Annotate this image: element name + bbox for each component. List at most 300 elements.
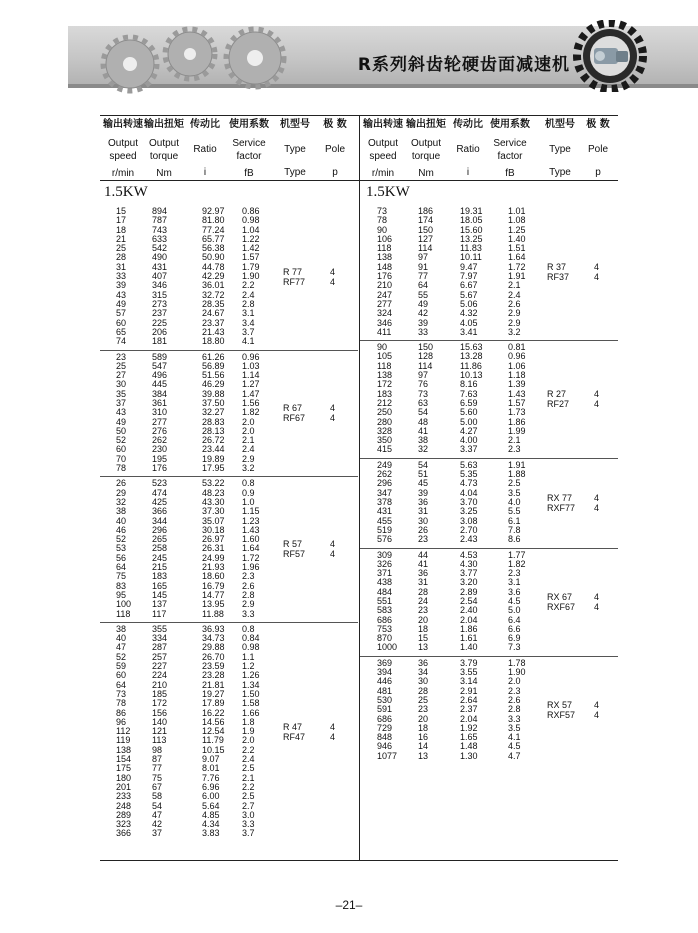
table-cell-torque: 23	[418, 534, 429, 545]
table-cell-ratio: 8.16	[460, 379, 478, 390]
table-cell-ratio: 21.93	[202, 562, 225, 573]
table-cell-torque: 39	[418, 487, 429, 498]
model-type: RX 57 RXF57	[547, 699, 576, 720]
pole-count: 4 4	[594, 262, 600, 283]
table-cell-speed: 52	[116, 534, 127, 545]
table-cell-torque: 176	[152, 463, 168, 474]
table-cell-torque: 224	[152, 670, 168, 681]
table-cell-factor: 1.72	[242, 552, 260, 563]
table-cell-torque: 137	[152, 599, 168, 610]
ratio-column	[460, 551, 478, 653]
header-chinese: 机型号	[545, 119, 575, 130]
table-cell-speed: 64	[116, 562, 127, 573]
table-cell-torque: 91	[418, 261, 429, 272]
table-cell-torque: 54	[418, 459, 429, 470]
table-cell-ratio: 16.79	[202, 580, 225, 591]
table-cell-torque: 30	[418, 515, 429, 526]
table-cell-torque: 145	[152, 589, 168, 600]
table-cell-speed: 105	[377, 351, 393, 362]
table-cell-torque: 425	[152, 496, 168, 507]
table-cell-speed: 262	[377, 469, 393, 480]
table-cell-ratio: 3.79	[460, 657, 478, 668]
factor-column	[508, 207, 526, 337]
table-cell-ratio: 2.04	[460, 713, 478, 724]
table-cell-speed: 394	[377, 667, 393, 678]
table-cell-torque: 431	[152, 261, 168, 272]
table-cell-factor: 2.3	[508, 685, 521, 696]
table-cell-torque: 63	[418, 397, 429, 408]
table-cell-factor: 0.86	[242, 206, 260, 216]
table-cell-ratio: 21.81	[202, 679, 225, 690]
table-cell-torque: 73	[418, 388, 429, 399]
table-cell-factor: 0.8	[242, 478, 255, 489]
table-cell-factor: 2.0	[242, 425, 255, 436]
table-cell-speed: 21	[116, 233, 127, 244]
table-cell-speed: 23	[116, 351, 127, 362]
table-cell-speed: 576	[377, 534, 393, 545]
header-english: Ratio	[193, 144, 217, 155]
table-cell-torque: 28	[418, 586, 429, 597]
model-type: R 57 RF57	[283, 539, 306, 560]
table-cell-ratio: 28.83	[202, 416, 225, 427]
pole-count: 4 4	[330, 721, 336, 742]
table-cell-ratio: 5.63	[460, 459, 478, 470]
table-cell-torque: 30	[418, 676, 429, 687]
left-header-0	[103, 118, 143, 180]
table-cell-speed: 323	[116, 819, 132, 830]
table-cell-torque: 45	[418, 478, 429, 489]
table-cell-ratio: 4.27	[460, 425, 478, 436]
table-cell-factor: 1.82	[508, 558, 526, 569]
table-cell-ratio: 3.25	[460, 506, 478, 517]
table-cell-factor: 3.5	[508, 487, 521, 498]
header-chinese: 使用系数	[229, 119, 269, 130]
table-cell-torque: 25	[418, 694, 429, 705]
table-cell-ratio: 6.00	[202, 791, 220, 802]
table-cell-factor: 2.1	[242, 772, 255, 783]
pole-count: 4 4	[330, 539, 336, 560]
table-cell-factor: 2.7	[242, 800, 255, 811]
header-unit: i	[203, 167, 207, 178]
torque-column	[418, 551, 428, 653]
table-cell-torque: 276	[152, 425, 168, 436]
table-cell-speed: 250	[377, 407, 393, 418]
table-cell-torque: 490	[152, 252, 168, 263]
table-cell-ratio: 13.25	[460, 233, 483, 244]
table-cell-factor: 4.1	[508, 732, 521, 743]
table-cell-torque: 227	[152, 661, 168, 672]
table-cell-ratio: 17.89	[202, 698, 225, 709]
table-cell-torque: 206	[152, 326, 168, 337]
table-cell-ratio: 10.15	[202, 744, 225, 755]
table-cell-ratio: 8.01	[202, 763, 220, 774]
table-cell-factor: 0.81	[508, 342, 526, 353]
table-cell-ratio: 5.64	[202, 800, 220, 811]
table-cell-speed: 38	[116, 623, 127, 634]
table-cell-speed: 870	[377, 633, 393, 644]
header-chinese: 极 数	[323, 119, 347, 130]
table-cell-torque: 156	[152, 707, 168, 718]
table-cell-factor: 1.60	[242, 534, 260, 545]
table-cell-factor: 0.98	[242, 642, 260, 653]
table-cell-speed: 60	[116, 444, 127, 455]
factor-column	[508, 551, 526, 653]
table-cell-speed: 183	[377, 388, 393, 399]
table-cell-speed: 78	[377, 215, 388, 226]
table-cell-ratio: 23.37	[202, 317, 225, 328]
left-header-5	[320, 118, 350, 180]
table-cell-speed: 26	[116, 478, 127, 489]
table-cell-speed: 38	[116, 506, 127, 517]
table-cell-torque: 64	[418, 280, 429, 291]
table-cell-ratio: 15.60	[460, 224, 483, 235]
table-cell-torque: 39	[418, 317, 429, 328]
speed-column	[377, 207, 392, 337]
table-cell-factor: 0.96	[242, 351, 260, 362]
table-cell-speed: 176	[377, 271, 393, 282]
table-cell-torque: 334	[152, 633, 168, 644]
table-cell-torque: 150	[418, 224, 434, 235]
table-cell-torque: 42	[418, 308, 429, 319]
table-cell-ratio: 23.59	[202, 661, 225, 672]
table-cell-ratio: 32.72	[202, 289, 225, 300]
table-cell-ratio: 18.60	[202, 571, 225, 582]
table-cell-torque: 315	[152, 289, 168, 300]
table-cell-ratio: 36.01	[202, 280, 225, 291]
table-cell-torque: 42	[152, 819, 163, 830]
header-english: Output speed	[367, 138, 399, 162]
header-english: Output torque	[410, 138, 442, 162]
table-cell-factor: 0.9	[242, 487, 255, 498]
table-cell-speed: 438	[377, 577, 393, 588]
table-cell-torque: 14	[418, 741, 429, 752]
reducer-gear-logo	[560, 20, 660, 92]
table-cell-factor: 2.3	[242, 571, 255, 582]
table-cell-torque: 20	[418, 614, 429, 625]
table-cell-torque: 20	[418, 713, 429, 724]
table-cell-speed: 484	[377, 586, 393, 597]
table-cell-factor: 3.7	[242, 326, 255, 337]
table-cell-ratio: 11.79	[202, 735, 224, 746]
table-cell-factor: 1.47	[242, 388, 260, 399]
table-cell-ratio: 1.61	[460, 633, 478, 644]
table-cell-ratio: 81.80	[202, 215, 225, 226]
ratio-column	[460, 659, 478, 761]
model-type: R 47 RF47	[283, 721, 306, 742]
table-cell-torque: 32	[418, 444, 429, 455]
table-cell-factor: 1.77	[508, 549, 526, 560]
table-cell-factor: 1.79	[242, 261, 260, 272]
table-cell-ratio: 46.29	[202, 379, 225, 390]
table-cell-factor: 0.98	[242, 215, 260, 226]
table-cell-speed: 95	[116, 589, 127, 600]
table-cell-torque: 16	[418, 732, 429, 743]
header-unit: fB	[505, 168, 515, 179]
table-cell-ratio: 5.06	[460, 298, 478, 309]
table-cell-factor: 1.64	[242, 543, 260, 554]
table-cell-ratio: 9.07	[202, 754, 220, 765]
table-cell-factor: 1.51	[508, 243, 526, 254]
table-cell-speed: 43	[116, 407, 127, 418]
table-cell-ratio: 26.97	[202, 534, 225, 545]
table-cell-speed: 74	[116, 336, 127, 347]
table-cell-factor: 1.14	[242, 370, 260, 381]
table-cell-factor: 5.5	[508, 506, 521, 517]
table-cell-torque: 445	[152, 379, 168, 390]
table-cell-torque: 15	[418, 633, 429, 644]
table-cell-speed: 686	[377, 713, 393, 724]
table-cell-factor: 8.6	[508, 534, 521, 545]
table-cell-torque: 245	[152, 552, 168, 563]
table-cell-ratio: 4.30	[460, 558, 478, 569]
table-cell-speed: 411	[377, 326, 392, 337]
table-cell-factor: 1.90	[242, 271, 260, 282]
right-header-0	[363, 118, 403, 180]
table-cell-torque: 186	[418, 206, 434, 216]
table-cell-factor: 4.0	[508, 496, 521, 507]
table-cell-ratio: 14.77	[202, 589, 225, 600]
torque-column	[418, 343, 433, 455]
table-cell-torque: 34	[418, 667, 429, 678]
table-cell-factor: 2.6	[508, 298, 521, 309]
table-cell-speed: 350	[377, 435, 393, 446]
table-cell-torque: 54	[152, 800, 163, 811]
table-cell-ratio: 4.32	[460, 308, 478, 319]
table-cell-speed: 180	[116, 772, 132, 783]
table-cell-speed: 17	[116, 215, 127, 226]
table-cell-speed: 175	[116, 763, 132, 774]
table-cell-speed: 172	[377, 379, 393, 390]
gears-illustration	[90, 24, 330, 94]
table-cell-factor: 2.6	[242, 580, 255, 591]
table-cell-ratio: 19.31	[460, 206, 483, 216]
table-cell-speed: 201	[116, 781, 132, 792]
table-cell-factor: 1.2	[242, 661, 255, 672]
table-cell-factor: 1.86	[508, 416, 526, 427]
table-cell-torque: 18	[418, 722, 429, 733]
speed-column	[377, 551, 397, 653]
table-cell-torque: 13	[418, 642, 429, 653]
table-cell-factor: 1.96	[242, 562, 260, 573]
table-cell-ratio: 18.80	[202, 336, 225, 347]
table-cell-factor: 1.26	[242, 670, 260, 681]
table-cell-speed: 148	[377, 261, 393, 272]
table-cell-torque: 547	[152, 360, 168, 371]
header-unit: p	[595, 167, 601, 178]
table-cell-ratio: 39.88	[202, 388, 225, 399]
table-cell-speed: 27	[116, 370, 127, 381]
table-cell-factor: 2.8	[242, 589, 255, 600]
table-cell-ratio: 11.88	[202, 608, 224, 619]
table-cell-torque: 344	[152, 515, 168, 526]
table-cell-torque: 18	[418, 623, 429, 634]
table-cell-ratio: 19.27	[202, 688, 225, 699]
table-cell-speed: 25	[116, 243, 127, 254]
table-cell-ratio: 61.26	[202, 351, 225, 362]
table-cell-factor: 4.7	[508, 750, 521, 761]
table-cell-factor: 1.42	[242, 243, 260, 254]
table-cell-speed: 28	[116, 252, 127, 263]
table-cell-torque: 346	[152, 280, 168, 291]
table-cell-factor: 6.4	[508, 614, 521, 625]
table-cell-speed: 60	[116, 317, 127, 328]
table-cell-ratio: 2.91	[460, 685, 478, 696]
table-cell-torque: 47	[152, 809, 163, 820]
table-cell-factor: 1.08	[508, 215, 526, 226]
table-cell-ratio: 77.24	[202, 224, 225, 235]
table-cell-torque: 58	[152, 791, 163, 802]
table-cell-factor: 2.5	[242, 763, 255, 774]
table-cell-factor: 2.3	[508, 444, 521, 455]
table-cell-factor: 3.3	[508, 713, 521, 724]
table-cell-torque: 140	[152, 716, 168, 727]
table-cell-torque: 31	[418, 506, 429, 517]
table-cell-factor: 1.39	[508, 379, 526, 390]
header-chinese: 传动比	[453, 119, 483, 130]
header-chinese: 输出转速	[363, 119, 403, 130]
table-cell-ratio: 92.97	[202, 206, 225, 216]
model-type: RX 77 RXF77	[547, 492, 576, 513]
table-cell-ratio: 1.92	[460, 722, 478, 733]
table-cell-factor: 2.0	[242, 735, 255, 746]
table-cell-speed: 118	[116, 608, 131, 619]
table-cell-torque: 894	[152, 206, 168, 216]
table-cell-ratio: 1.30	[460, 750, 478, 761]
table-cell-torque: 121	[152, 726, 168, 737]
table-cell-factor: 3.3	[242, 608, 255, 619]
torque-column	[418, 461, 428, 545]
table-cell-factor: 2.4	[508, 289, 521, 300]
table-cell-speed: 369	[377, 657, 393, 668]
table-cell-factor: 1.40	[508, 233, 526, 244]
right-header-1	[405, 118, 447, 180]
table-cell-factor: 1.72	[508, 261, 526, 272]
model-type: R 37 RF37	[547, 262, 570, 283]
table-cell-torque: 26	[418, 524, 429, 535]
table-cell-speed: 100	[116, 599, 132, 610]
table-cell-factor: 1.50	[242, 688, 260, 699]
table-cell-ratio: 9.47	[460, 261, 478, 272]
table-cell-factor: 3.2	[508, 326, 521, 337]
table-cell-torque: 287	[152, 642, 168, 653]
table-cell-factor: 2.1	[508, 435, 521, 446]
table-cell-speed: 280	[377, 416, 393, 427]
table-cell-ratio: 4.34	[202, 819, 220, 830]
table-cell-torque: 265	[152, 534, 168, 545]
table-cell-ratio: 15.63	[460, 342, 483, 353]
power-label-left: 1.5KW	[104, 184, 148, 200]
table-cell-speed: 138	[377, 252, 393, 263]
table-cell-speed: 366	[116, 828, 132, 839]
table-cell-speed: 446	[377, 676, 393, 687]
table-cell-speed: 25	[116, 360, 127, 371]
table-cell-factor: 3.5	[508, 722, 521, 733]
table-cell-speed: 52	[116, 435, 127, 446]
table-cell-ratio: 11.86	[460, 360, 482, 371]
header-unit: Type	[284, 167, 306, 178]
table-cell-speed: 40	[116, 633, 127, 644]
table-cell-factor: 2.2	[242, 781, 255, 792]
table-cell-torque: 36	[418, 657, 429, 668]
table-cell-speed: 32	[116, 496, 127, 507]
table-cell-factor: 2.2	[242, 280, 255, 291]
header-chinese: 使用系数	[490, 119, 530, 130]
table-cell-ratio: 42.29	[202, 271, 225, 282]
table-cell-speed: 46	[116, 524, 127, 535]
table-cell-factor: 2.0	[508, 676, 521, 687]
table-cell-ratio: 3.41	[460, 326, 478, 337]
table-cell-factor: 0.84	[242, 633, 260, 644]
table-cell-torque: 215	[152, 562, 168, 573]
table-cell-torque: 24	[418, 595, 429, 606]
header-english: Pole	[324, 144, 345, 155]
table-cell-ratio: 3.14	[460, 676, 478, 687]
table-cell-torque: 542	[152, 243, 168, 254]
table-cell-factor: 3.1	[242, 308, 255, 319]
table-cell-torque: 38	[418, 435, 429, 446]
table-cell-ratio: 3.08	[460, 515, 478, 526]
table-cell-factor: 1.90	[508, 667, 526, 678]
table-cell-ratio: 3.55	[460, 667, 478, 678]
table-cell-ratio: 3.83	[202, 828, 220, 839]
table-cell-torque: 37	[152, 828, 163, 839]
table-cell-torque: 195	[152, 453, 168, 464]
table-cell-ratio: 26.31	[202, 543, 225, 554]
table-cell-factor: 3.2	[242, 463, 255, 474]
table-cell-ratio: 7.63	[460, 388, 478, 399]
table-cell-torque: 407	[152, 271, 168, 282]
table-cell-ratio: 4.85	[202, 809, 220, 820]
table-cell-ratio: 37.30	[202, 506, 225, 517]
table-cell-ratio: 14.56	[202, 716, 225, 727]
table-cell-speed: 60	[116, 670, 127, 681]
table-cell-speed: 37	[116, 397, 127, 408]
table-cell-ratio: 1.48	[460, 741, 478, 752]
table-cell-torque: 172	[152, 698, 168, 709]
header-english: Type	[284, 144, 306, 155]
table-cell-torque: 262	[152, 435, 168, 446]
pole-count: 4 4	[594, 699, 600, 720]
table-cell-ratio: 4.00	[460, 435, 478, 446]
table-cell-speed: 50	[116, 425, 127, 436]
table-cell-ratio: 56.38	[202, 243, 225, 254]
right-header-2	[451, 118, 485, 180]
table-cell-speed: 848	[377, 732, 393, 743]
header-english: Service factor	[493, 138, 527, 162]
table-cell-ratio: 29.88	[202, 642, 225, 653]
table-cell-factor: 1.18	[508, 370, 526, 381]
table-cell-speed: 326	[377, 558, 393, 569]
table-cell-torque: 75	[152, 772, 163, 783]
header-unit: i	[466, 167, 470, 178]
right-header-3	[487, 118, 533, 180]
page-number: –21–	[335, 898, 363, 912]
table-cell-speed: 233	[116, 791, 132, 802]
table-cell-factor: 7.3	[508, 642, 521, 653]
table-cell-speed: 57	[116, 308, 127, 319]
table-cell-factor: 3.0	[242, 809, 255, 820]
table-cell-torque: 41	[418, 558, 429, 569]
table-cell-torque: 48	[418, 416, 429, 427]
table-cell-ratio: 2.89	[460, 586, 478, 597]
ratio-column	[460, 343, 483, 455]
table-cell-factor: 1.88	[508, 469, 526, 480]
table-cell-speed: 154	[116, 754, 132, 765]
table-cell-speed: 52	[116, 651, 127, 662]
right-header-4	[538, 118, 582, 180]
table-cell-ratio: 1.65	[460, 732, 478, 743]
table-cell-factor: 2.6	[508, 694, 521, 705]
